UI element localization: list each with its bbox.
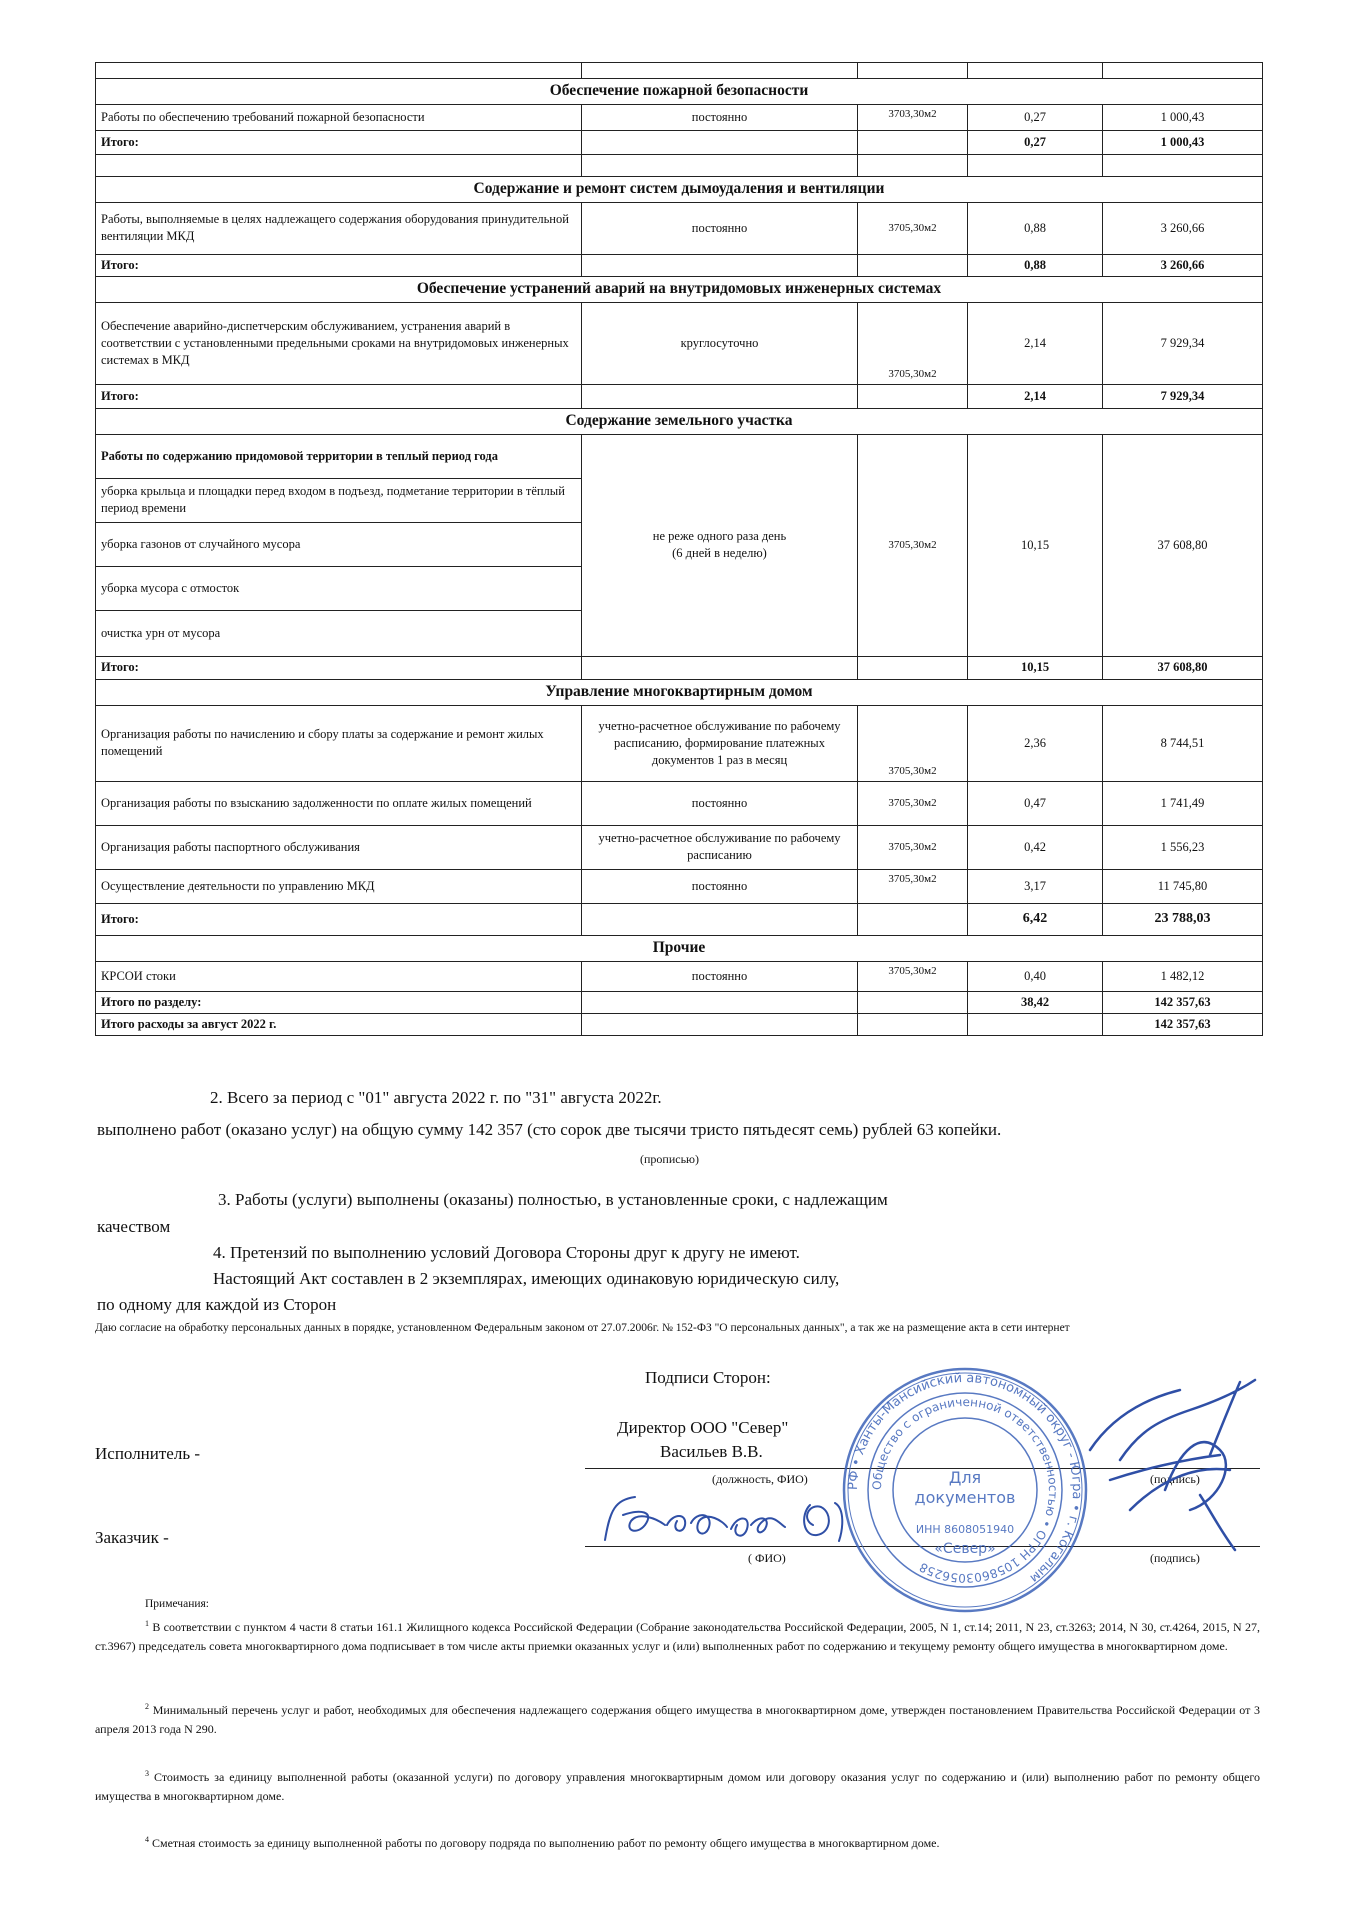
grand-total-label: Итого расходы за август 2022 г. <box>96 1013 582 1035</box>
total-label: Итого: <box>96 130 582 154</box>
section-header-row <box>96 276 1263 302</box>
work-area: 3705,30м2 <box>858 705 968 781</box>
work-frequency: постоянно <box>582 961 858 991</box>
total-label: Итого: <box>96 254 582 276</box>
work-sum: 1 000,43 <box>1103 104 1263 130</box>
group-header: Работы по содержанию придомовой территории в теплый период года <box>96 434 582 478</box>
work-name: Организация работы паспортного обслуживания <box>96 825 582 869</box>
work-frequency: учетно-расчетное обслуживание по рабочему расписанию <box>582 825 858 869</box>
work-item: уборка крыльца и площадки перед входом в подъезд, подметание территории в тёплый период времени <box>96 478 582 522</box>
table-cell <box>582 656 858 679</box>
work-rate: 0,40 <box>968 961 1103 991</box>
section-title: Прочие <box>96 935 1263 961</box>
work-frequency: постоянно <box>582 202 858 254</box>
table-cell <box>858 903 968 935</box>
footnote-number: 4 <box>145 1835 149 1844</box>
work-rate: 0,27 <box>968 104 1103 130</box>
work-sum: 7 929,34 <box>1103 302 1263 384</box>
stamp-inn: ИНН 8608051940 <box>915 1523 1015 1536</box>
table-cell <box>96 63 582 79</box>
work-rate: 0,88 <box>968 202 1103 254</box>
position-caption: (должность, ФИО) <box>712 1472 808 1486</box>
total-row <box>96 254 1263 276</box>
stamp-center-bottom: документов <box>914 1488 1016 1507</box>
total-rate: 10,15 <box>968 656 1103 679</box>
executor-name: Васильев В.В. <box>660 1442 763 1461</box>
work-item: уборка газонов от случайного мусора <box>96 522 582 566</box>
signature-caption: (подпись) <box>1150 1472 1200 1486</box>
table-cell <box>858 991 968 1013</box>
total-sum: 1 000,43 <box>1103 130 1263 154</box>
company-stamp <box>840 1365 1090 1615</box>
work-area: 3705,30м2 <box>858 825 968 869</box>
work-name: Организация работы по начислению и сбору платы за содержание и ремонт жилых помещений <box>96 705 582 781</box>
section-title: Содержание и ремонт систем дымоудаления и вентиляции <box>96 176 1263 202</box>
work-frequency: постоянно <box>582 869 858 903</box>
work-sum: 1 556,23 <box>1103 825 1263 869</box>
table-cell <box>582 1013 858 1035</box>
table-cell <box>1103 154 1263 176</box>
table-row <box>96 434 1263 478</box>
work-sum: 37 608,80 <box>1103 434 1263 656</box>
total-label: Итого: <box>96 384 582 408</box>
paragraph-3: 3. Работы (услуги) выполнены (оказаны) полностью, в установленные сроки, с надлежащим <box>218 1190 888 1209</box>
work-area: 3705,30м2 <box>858 434 968 656</box>
work-rate: 2,14 <box>968 302 1103 384</box>
executor-signature-image <box>1070 1360 1280 1570</box>
work-name: Работы по обеспечению требований пожарной безопасности <box>96 104 582 130</box>
table-row <box>96 825 1263 869</box>
footnote-number: 3 <box>145 1769 149 1778</box>
table-row <box>96 154 1263 176</box>
total-rate: 0,88 <box>968 254 1103 276</box>
total-label: Итого: <box>96 903 582 935</box>
signature-caption: (подпись) <box>1150 1551 1200 1565</box>
section-total-sum: 142 357,63 <box>1103 991 1263 1013</box>
work-item: очистка урн от мусора <box>96 610 582 656</box>
footnote-text: Минимальный перечень услуг и работ, необходимых для обеспечения надлежащего содержания общего имущества в многоквартирном доме, утвержден постановлением Правительства Российской Федерации от 3 апреля 2013 года N 290. <box>95 1703 1261 1736</box>
total-sum: 3 260,66 <box>1103 254 1263 276</box>
total-label: Итого: <box>96 656 582 679</box>
work-frequency: не реже одного раза день (6 дней в неделю) <box>582 434 858 656</box>
work-frequency: постоянно <box>582 781 858 825</box>
table-cell <box>582 903 858 935</box>
section-header-row <box>96 935 1263 961</box>
table-cell <box>858 254 968 276</box>
stamp-outer-ring: РФ • Ханты-Мансийский автономный округ - Югра • г. Когалым <box>845 1370 1085 1586</box>
table-row <box>96 961 1263 991</box>
table-cell <box>582 991 858 1013</box>
section-total-rate: 38,42 <box>968 991 1103 1013</box>
footnote-1 <box>95 1618 1260 1655</box>
work-item: уборка мусора с отмосток <box>96 566 582 610</box>
table-cell <box>96 154 582 176</box>
section-header-row <box>96 679 1263 705</box>
footnote-number: 1 <box>145 1619 149 1628</box>
total-row <box>96 384 1263 408</box>
signatures-title: Подписи Сторон: <box>645 1368 771 1387</box>
work-frequency: учетно-расчетное обслуживание по рабочему расписанию, формирование платежных документов 1 раз в месяц <box>582 705 858 781</box>
total-sum: 37 608,80 <box>1103 656 1263 679</box>
section-header-row <box>96 176 1263 202</box>
table-cell <box>1103 63 1263 79</box>
table-row <box>96 104 1263 130</box>
work-area: 3705,30м2 <box>858 961 968 991</box>
total-row <box>96 130 1263 154</box>
work-frequency: круглосуточно <box>582 302 858 384</box>
table-cell <box>968 154 1103 176</box>
work-area: 3703,30м2 <box>858 104 968 130</box>
table-cell <box>968 1013 1103 1035</box>
section-total-label: Итого по разделу: <box>96 991 582 1013</box>
work-rate: 3,17 <box>968 869 1103 903</box>
table-cell <box>582 130 858 154</box>
footnote-text: Стоимость за единицу выполненной работы (оказанной услуги) по договору управления многоквартирным домом или договору оказания услуг по содержанию и (или) выполнению работ по ремонту общего имущества в многоквартирном доме. <box>95 1770 1260 1803</box>
work-name: Работы, выполняемые в целях надлежащего содержания оборудования принудительной вентиляции МКД <box>96 202 582 254</box>
work-name: Обеспечение аварийно-диспетчерским обслуживанием, устранения аварий в соответствии с установленными предельными сроками на внутридомовых инженерных системах в МКД <box>96 302 582 384</box>
services-table <box>95 62 1263 1036</box>
work-frequency: постоянно <box>582 104 858 130</box>
table-cell <box>582 384 858 408</box>
table-cell <box>858 384 968 408</box>
paragraph-5: Настоящий Акт составлен в 2 экземплярах, имеющих одинаковую юридическую силу, <box>213 1269 840 1288</box>
table-row <box>96 63 1263 79</box>
propisyu-caption: (прописью) <box>640 1152 700 1166</box>
work-name: КРСОИ стоки <box>96 961 582 991</box>
stamp-company-name: «Север» <box>934 1541 996 1557</box>
work-name: Осуществление деятельности по управлению МКД <box>96 869 582 903</box>
paragraph-3-end: качеством <box>97 1217 171 1236</box>
grand-total-row <box>96 1013 1263 1035</box>
stamp-inner-ring: Общество с ограниченной ответственностью • ОГРН 1058603056258 <box>869 1394 1061 1586</box>
fio-caption: ( ФИО) <box>748 1551 786 1565</box>
section-title: Содержание земельного участка <box>96 408 1263 434</box>
table-row <box>96 869 1263 903</box>
stamp-center-top: Для <box>948 1468 982 1487</box>
paragraph-2-sum: выполнено работ (оказано услуг) на общую сумму 142 357 (сто сорок две тысячи тристо пятьдесят семь) рублей 63 копейки. <box>97 1120 1002 1139</box>
table-cell <box>858 1013 968 1035</box>
footnote-2 <box>95 1701 1260 1738</box>
paragraph-5-end: по одному для каждой из Сторон <box>97 1295 337 1314</box>
table-row <box>96 202 1263 254</box>
section-total-row <box>96 991 1263 1013</box>
work-sum: 11 745,80 <box>1103 869 1263 903</box>
work-rate: 0,42 <box>968 825 1103 869</box>
table-cell <box>582 63 858 79</box>
work-area: 3705,30м2 <box>858 202 968 254</box>
total-row <box>96 656 1263 679</box>
work-area: 3705,30м2 <box>858 781 968 825</box>
footnote-text: В соответствии с пунктом 4 части 8 статьи 161.1 Жилищного кодекса Российской Федерации (Собрание законодательства Российской Федерации, 2005, N 1, ст.14; 2011, N 23, ст.3263; 2014, N 30, ст.4264, 2015, N 27, ст.3967) председатель совета многоквартирного дома подписывает в том числе акты приемки оказанных услуг и (или) выполненных работ по содержанию и текущему ремонту общего имущества в многоквартирном доме. <box>95 1620 1261 1653</box>
total-row <box>96 903 1263 935</box>
work-rate: 2,36 <box>968 705 1103 781</box>
work-sum: 3 260,66 <box>1103 202 1263 254</box>
paragraph-4: 4. Претензий по выполнению условий Договора Стороны друг к другу не имеют. <box>213 1243 800 1262</box>
table-row <box>96 781 1263 825</box>
section-title: Управление многоквартирным домом <box>96 679 1263 705</box>
executor-position: Директор ООО "Север" <box>617 1418 789 1437</box>
table-cell <box>968 63 1103 79</box>
total-sum: 23 788,03 <box>1103 903 1263 935</box>
table-cell <box>582 254 858 276</box>
section-title: Обеспечение устранений аварий на внутридомовых инженерных системах <box>96 276 1263 302</box>
footnote-4 <box>95 1834 1260 1853</box>
work-area: 3705,30м2 <box>858 869 968 903</box>
section-header-row <box>96 408 1263 434</box>
total-rate: 6,42 <box>968 903 1103 935</box>
personal-data-consent: Даю согласие на обработку персональных данных в порядке, установленном Федеральным законом от 27.07.2006г. № 152-ФЗ "О персональных данных", а так же на размещение акта в сети интернет <box>95 1322 1070 1334</box>
table-cell <box>858 154 968 176</box>
footnote-text: Сметная стоимость за единицу выполненной работы по договору подряда по выполнению работ по ремонту общего имущества в многоквартирном доме. <box>152 1836 940 1850</box>
work-rate: 10,15 <box>968 434 1103 656</box>
table-cell <box>858 656 968 679</box>
table-cell <box>858 63 968 79</box>
notes-title: Примечания: <box>145 1598 209 1610</box>
section-header-row <box>96 79 1263 105</box>
footnote-3 <box>95 1768 1260 1805</box>
total-rate: 2,14 <box>968 384 1103 408</box>
table-row <box>96 705 1263 781</box>
grand-total-sum: 142 357,63 <box>1103 1013 1263 1035</box>
total-rate: 0,27 <box>968 130 1103 154</box>
work-name: Организация работы по взысканию задолженности по оплате жилых помещений <box>96 781 582 825</box>
work-area: 3705,30м2 <box>858 302 968 384</box>
table-cell <box>582 154 858 176</box>
work-sum: 1 741,49 <box>1103 781 1263 825</box>
executor-label: Исполнитель - <box>95 1444 200 1463</box>
work-rate: 0,47 <box>968 781 1103 825</box>
total-sum: 7 929,34 <box>1103 384 1263 408</box>
table-row <box>96 302 1263 384</box>
section-title: Обеспечение пожарной безопасности <box>96 79 1263 105</box>
customer-label: Заказчик - <box>95 1528 169 1547</box>
work-sum: 1 482,12 <box>1103 961 1263 991</box>
table-cell <box>858 130 968 154</box>
footnote-number: 2 <box>145 1702 149 1711</box>
work-sum: 8 744,51 <box>1103 705 1263 781</box>
paragraph-2: 2. Всего за период с "01" августа 2022 г. по "31" августа 2022г. <box>210 1088 662 1107</box>
